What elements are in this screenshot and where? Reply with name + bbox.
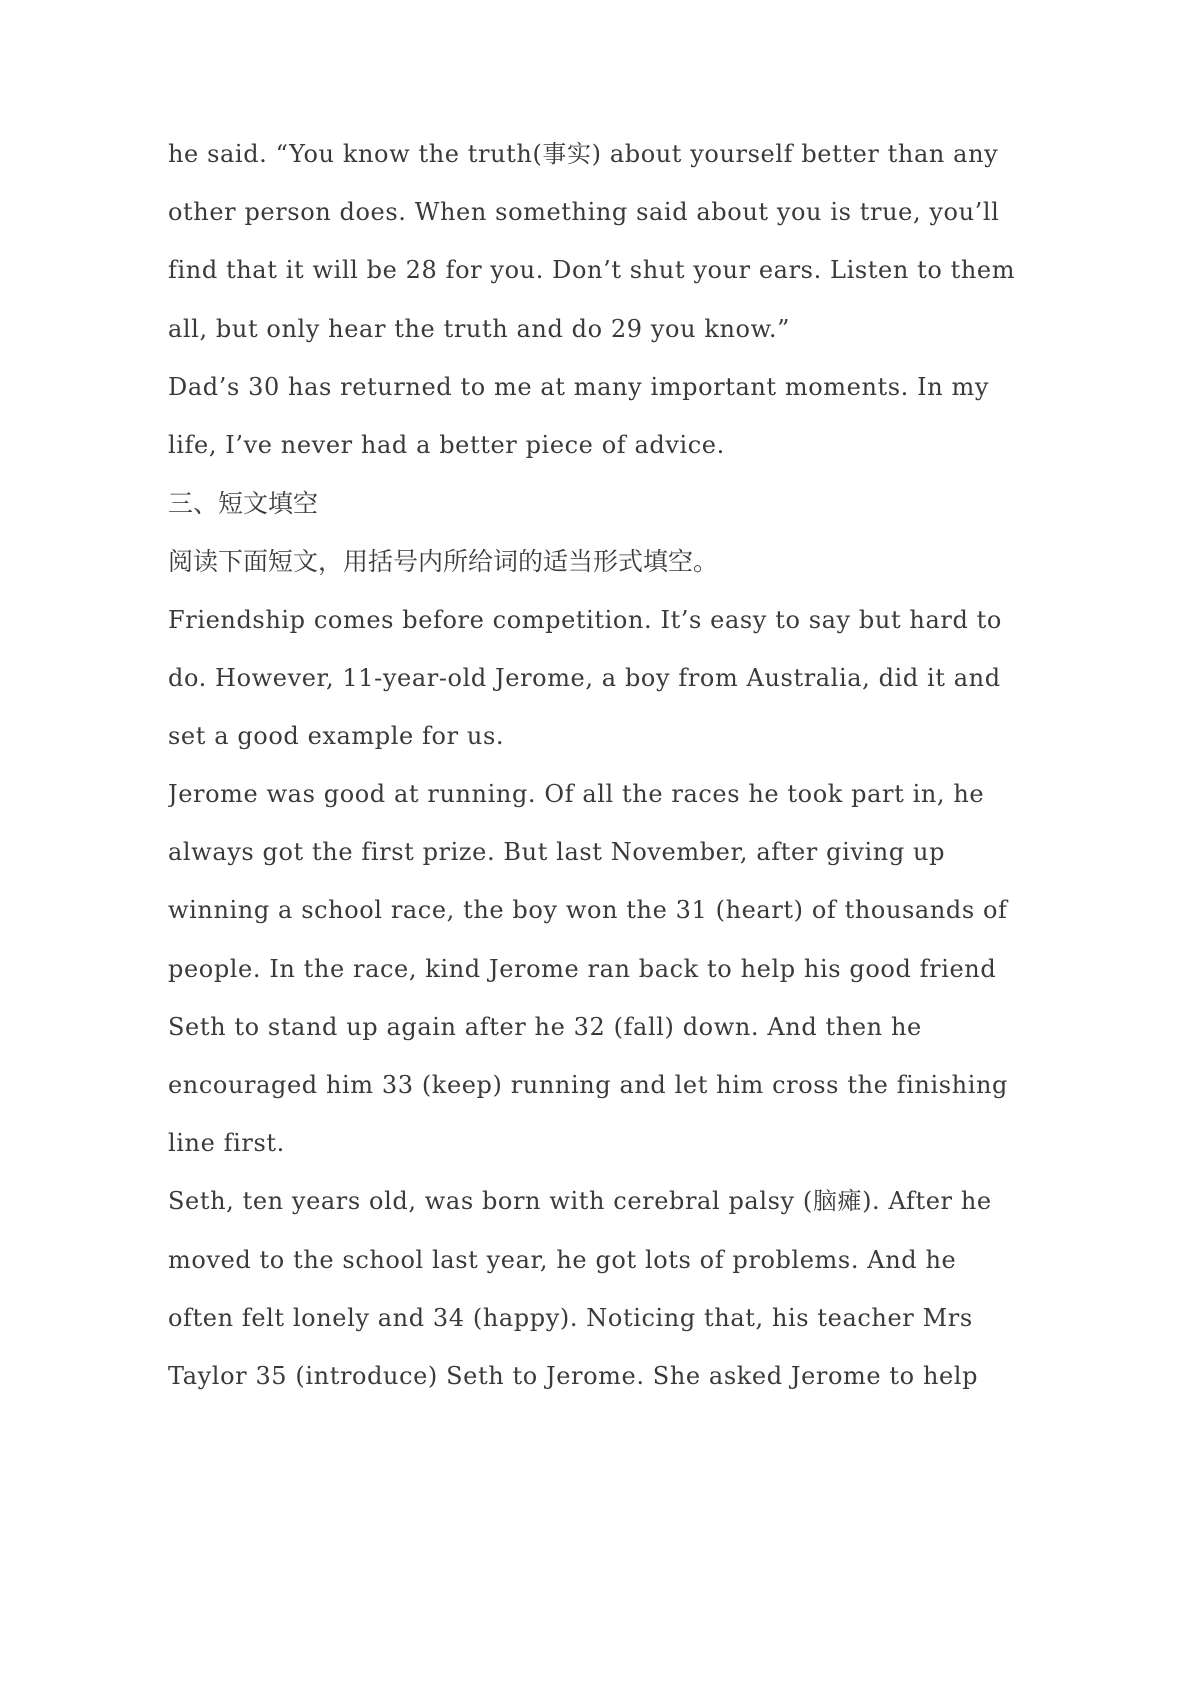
text-line-14: winning a school race, the boy won the 31 (heart) of thousands of	[168, 896, 1008, 925]
text-line-4: all, but only hear the truth and do 29 you know.”	[168, 314, 790, 343]
text-line-17: encouraged him 33 (keep) running and let him cross the finishing	[168, 1071, 1009, 1099]
text-line-19: Seth, ten years old, was born with cerebral palsy (脑瘫). After he	[168, 1187, 992, 1216]
text-line-11: set a good example for us.	[168, 721, 505, 750]
text-line-6: life, I’ve never had a better piece of advice.	[168, 430, 725, 459]
text-line-5: Dad’s 30 has returned to me at many important moments. In my	[168, 372, 990, 401]
text-line-20: moved to the school last year, he got lots of problems. And he	[168, 1245, 957, 1274]
text-line-13: always got the first prize. But last November, after giving up	[168, 838, 946, 867]
text-line-10: do. However, 11-year-old Jerome, a boy from Australia, did it and	[168, 663, 1001, 692]
text-line-1: he said. “You know the truth(事实) about yourself better than any	[168, 140, 999, 168]
document-body	[168, 137, 1173, 1417]
text-line-2: other person does. When something said about you is true, you’ll	[168, 198, 1000, 227]
text-line-3: find that it will be 28 for you. Don’t shut your ears. Listen to them	[168, 256, 1016, 285]
section-heading: 三、短文填空	[168, 489, 319, 519]
text-line-15: people. In the race, kind Jerome ran back to help his good friend	[168, 954, 997, 983]
text-line-12: Jerome was good at running. Of all the races he took part in, he	[168, 780, 985, 809]
section-instructions: 阅读下面短文，用括号内所给词的适当形式填空。	[168, 547, 719, 577]
text-line-16: Seth to stand up again after he 32 (fall) down. And then he	[168, 1012, 922, 1041]
text-line-22: Taylor 35 (introduce) Seth to Jerome. She asked Jerome to help	[168, 1361, 979, 1390]
text-line-9: Friendship comes before competition. It’s easy to say but hard to	[168, 605, 1002, 634]
text-line-18: line first.	[168, 1129, 285, 1158]
text-line-21: often felt lonely and 34 (happy). Noticing that, his teacher Mrs	[168, 1303, 973, 1332]
